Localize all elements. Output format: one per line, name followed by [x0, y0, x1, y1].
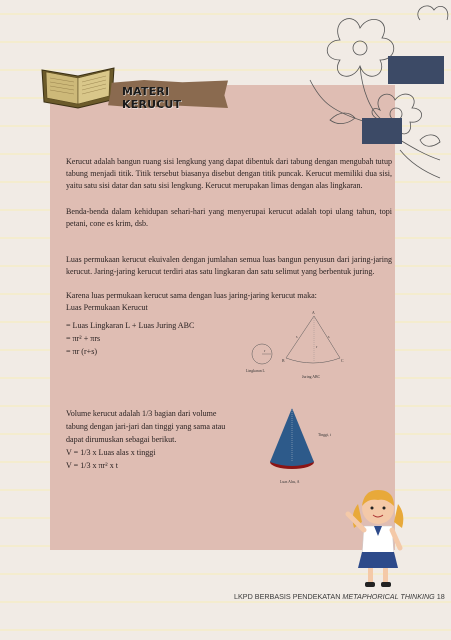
volume-text-3: dapat dirumuskan sebagai berikut.: [66, 435, 177, 444]
formula-area-2: = πr² + πrs: [66, 334, 101, 343]
label-c: C: [341, 359, 344, 363]
formula-area-3: = πr (r+s): [66, 347, 98, 356]
paragraph-surface-area: Luas permukaan kerucut ekuivalen dengan jumlahan semua luas bangun penyusun dari jaring-jaring kerucut. Jaring-jaring kerucut terdiri atas satu lingkaran dan satu selimut yang berbentuk juring.: [66, 255, 392, 277]
page-title: MATERI KERUCUT: [122, 85, 182, 111]
caption-sector: Juring ABC: [302, 375, 321, 379]
footer: [234, 592, 445, 601]
label-a: A: [312, 311, 315, 315]
label-r-circle: r: [264, 349, 266, 353]
girl-illustration: [344, 484, 414, 594]
paragraph-surface-area-label: Luas Permukaan Kerucut: [66, 303, 148, 312]
cone-diagram: [262, 404, 372, 488]
label-s-left: s: [296, 335, 298, 339]
label-s-right: s: [328, 335, 330, 339]
cone-net-diagram: [236, 306, 356, 386]
footer-emphasis: METAPHORICAL THINKING: [342, 592, 435, 601]
label-r-sector: r: [316, 345, 318, 349]
label-base: Luas Alas, A: [280, 480, 300, 484]
footer-prefix: LKPD BERBASIS PENDEKATAN: [234, 592, 343, 601]
page-number: 18: [434, 592, 445, 601]
net-sector: [286, 316, 340, 363]
formula-volume-1: V = 1/3 x Luas alas x tinggi: [66, 448, 156, 457]
caption-circle: Lingkaran L: [246, 369, 265, 373]
paragraph-therefore: Karena luas permukaan kerucut sama dengan luas jaring-jaring kerucut maka:: [66, 291, 317, 300]
paragraph-definition: Kerucut adalah bangun ruang sisi lengkung yang dapat dibentuk dari tabung dengan mengubah tutup tabung menjadi titik. Titik tersebut biasanya disebut dengan titik puncak. Kerucut memiliki dua sisi, yaitu satu sisi datar dan satu sisi lengkung. Kerucut merupakan limas dengan alas lingkaran.: [66, 157, 392, 191]
book-icon: [38, 60, 118, 110]
formula-volume-2: V = 1/3 x πr² x t: [66, 461, 118, 470]
formula-area-1: = Luas Lingkaran L + Luas Juring ABC: [66, 321, 195, 330]
label-b: B: [282, 359, 285, 363]
label-height: Tinggi, t: [318, 433, 331, 437]
volume-text-1: Volume kerucut adalah 1/3 bagian dari volume: [66, 409, 217, 418]
paragraph-examples: Benda-benda dalam kehidupan sehari-hari yang menyerupai kerucut adalah topi ulang tahun, topi petani, cone es krim, dsb.: [66, 207, 392, 229]
volume-text-2: tabung dengan jari-jari dan tinggi yang sama atau: [66, 422, 226, 431]
